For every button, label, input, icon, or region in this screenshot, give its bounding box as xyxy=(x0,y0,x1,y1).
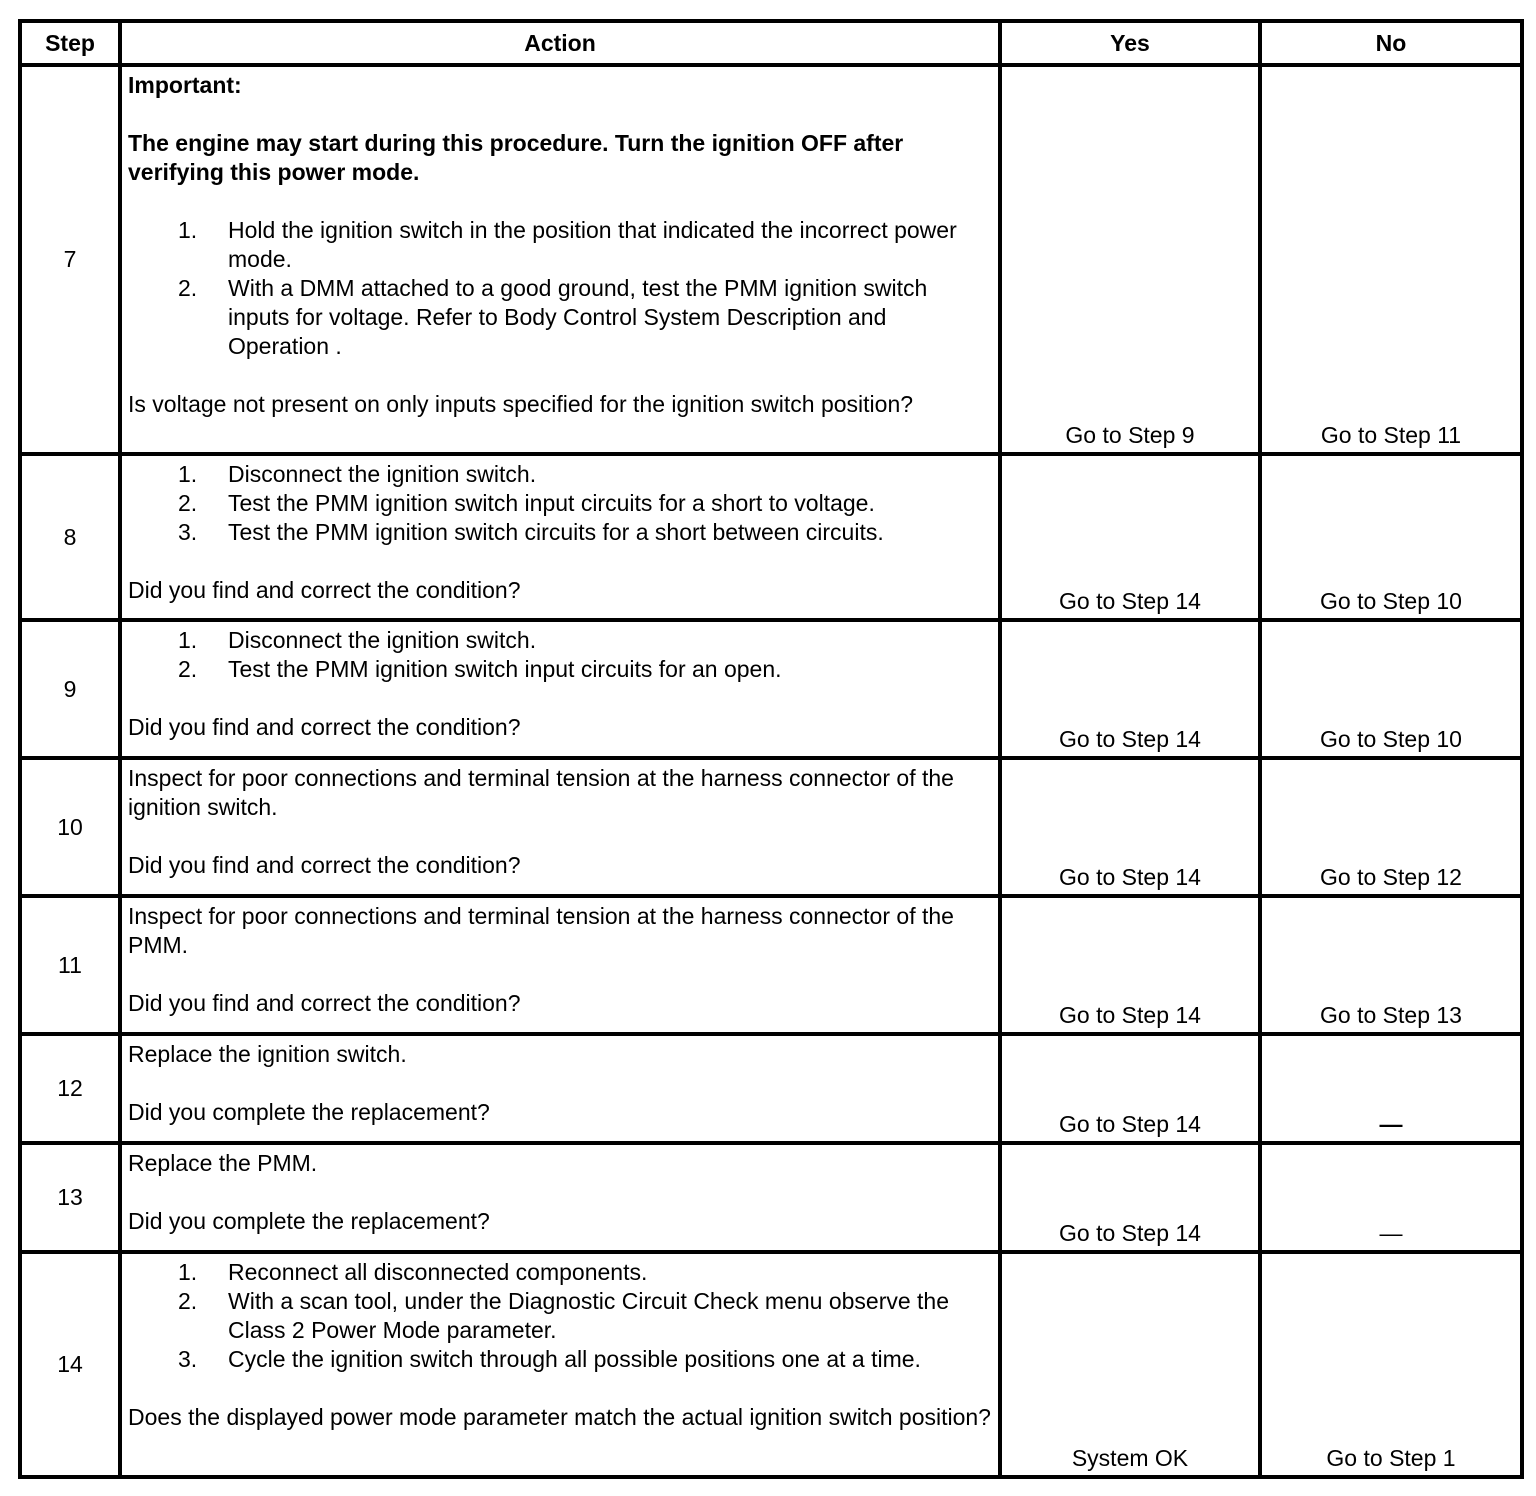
list-number: 2. xyxy=(178,656,198,682)
list-number: 3. xyxy=(178,1346,198,1372)
list-item xyxy=(128,274,992,361)
action-cell xyxy=(120,454,1000,620)
list-item xyxy=(128,489,992,518)
step-number: 10 xyxy=(20,758,120,896)
question-text: Did you find and correct the condition? xyxy=(128,852,521,878)
list-text: With a scan tool, under the Diagnostic Circuit Check menu observe the Class 2 Power Mode parameter. xyxy=(228,1288,950,1343)
header-row xyxy=(20,21,1522,65)
question-text: Did you complete the replacement? xyxy=(128,1208,490,1234)
list-text: Cycle the ignition switch through all possible positions one at a time. xyxy=(228,1346,921,1372)
step-number: 9 xyxy=(20,620,120,758)
list-item xyxy=(128,1258,992,1287)
action-text: Replace the ignition switch. xyxy=(128,1041,407,1067)
list-number: 2. xyxy=(178,275,198,301)
list-number: 2. xyxy=(178,490,198,516)
table-row xyxy=(20,454,1522,620)
step-number: 8 xyxy=(20,454,120,620)
question-text: Did you find and correct the condition? xyxy=(128,577,521,603)
no-cell: Go to Step 11 xyxy=(1260,65,1522,454)
yes-cell: Go to Step 14 xyxy=(1000,1143,1260,1252)
table-row xyxy=(20,65,1522,454)
step-number: 7 xyxy=(20,65,120,454)
yes-cell: Go to Step 14 xyxy=(1000,620,1260,758)
list-number: 2. xyxy=(178,1288,198,1314)
list-item xyxy=(128,626,992,655)
question-text: Is voltage not present on only inputs specified for the ignition switch position? xyxy=(128,391,914,417)
important-text: The engine may start during this procedure. Turn the ignition OFF after verifying this power mode. xyxy=(128,130,904,185)
list-item xyxy=(128,1345,992,1374)
action-list xyxy=(128,460,992,547)
list-item xyxy=(128,216,992,274)
action-cell xyxy=(120,65,1000,454)
table-row xyxy=(20,758,1522,896)
question-text: Did you find and correct the condition? xyxy=(128,714,521,740)
no-cell: Go to Step 1 xyxy=(1260,1252,1522,1477)
action-cell xyxy=(120,1143,1000,1252)
question-text: Did you find and correct the condition? xyxy=(128,990,521,1016)
step-number: 11 xyxy=(20,896,120,1034)
table-row xyxy=(20,1034,1522,1143)
header-action: Action xyxy=(120,21,1000,65)
list-item xyxy=(128,1287,992,1345)
header-step: Step xyxy=(20,21,120,65)
question-text: Does the displayed power mode parameter match the actual ignition switch position? xyxy=(128,1404,991,1430)
action-list xyxy=(128,1258,992,1374)
yes-cell: System OK xyxy=(1000,1252,1260,1477)
table-row xyxy=(20,896,1522,1034)
no-cell: Go to Step 12 xyxy=(1260,758,1522,896)
yes-cell: Go to Step 14 xyxy=(1000,758,1260,896)
step-number: 14 xyxy=(20,1252,120,1477)
action-text: Replace the PMM. xyxy=(128,1150,318,1176)
diagnostic-table xyxy=(18,19,1524,1479)
step-number: 12 xyxy=(20,1034,120,1143)
list-item xyxy=(128,655,992,684)
list-text: Disconnect the ignition switch. xyxy=(228,627,537,653)
list-text: Reconnect all disconnected components. xyxy=(228,1259,648,1285)
action-text: Inspect for poor connections and terminal tension at the harness connector of the ignition switch. xyxy=(128,765,954,820)
list-text: Hold the ignition switch in the position that indicated the incorrect power mode. xyxy=(228,217,957,272)
step-number: 13 xyxy=(20,1143,120,1252)
list-number: 1. xyxy=(178,627,198,653)
list-text: With a DMM attached to a good ground, test the PMM ignition switch inputs for voltage. Refer to Body Control System Description and Operation . xyxy=(228,275,928,359)
no-cell: — xyxy=(1260,1143,1522,1252)
list-item xyxy=(128,460,992,489)
no-cell: Go to Step 10 xyxy=(1260,454,1522,620)
list-text: Test the PMM ignition switch input circuits for a short to voltage. xyxy=(228,490,875,516)
action-list xyxy=(128,216,992,361)
list-number: 1. xyxy=(178,461,198,487)
yes-cell: Go to Step 9 xyxy=(1000,65,1260,454)
yes-cell: Go to Step 14 xyxy=(1000,896,1260,1034)
action-cell xyxy=(120,620,1000,758)
no-cell: — xyxy=(1260,1034,1522,1143)
table-row xyxy=(20,1252,1522,1477)
header-no: No xyxy=(1260,21,1522,65)
table-row xyxy=(20,620,1522,758)
list-number: 1. xyxy=(178,1259,198,1285)
action-cell xyxy=(120,758,1000,896)
no-cell: Go to Step 10 xyxy=(1260,620,1522,758)
question-text: Did you complete the replacement? xyxy=(128,1099,490,1125)
action-text: Inspect for poor connections and terminal tension at the harness connector of the PMM. xyxy=(128,903,954,958)
yes-cell: Go to Step 14 xyxy=(1000,1034,1260,1143)
list-text: Test the PMM ignition switch circuits for a short between circuits. xyxy=(228,519,884,545)
action-cell xyxy=(120,1034,1000,1143)
no-cell: Go to Step 13 xyxy=(1260,896,1522,1034)
header-yes: Yes xyxy=(1000,21,1260,65)
list-text: Test the PMM ignition switch input circuits for an open. xyxy=(228,656,782,682)
important-label: Important: xyxy=(128,72,242,98)
action-cell xyxy=(120,1252,1000,1477)
action-cell xyxy=(120,896,1000,1034)
list-text: Disconnect the ignition switch. xyxy=(228,461,537,487)
table-row xyxy=(20,1143,1522,1252)
list-number: 1. xyxy=(178,217,198,243)
action-list xyxy=(128,626,992,684)
list-number: 3. xyxy=(178,519,198,545)
list-item xyxy=(128,518,992,547)
yes-cell: Go to Step 14 xyxy=(1000,454,1260,620)
